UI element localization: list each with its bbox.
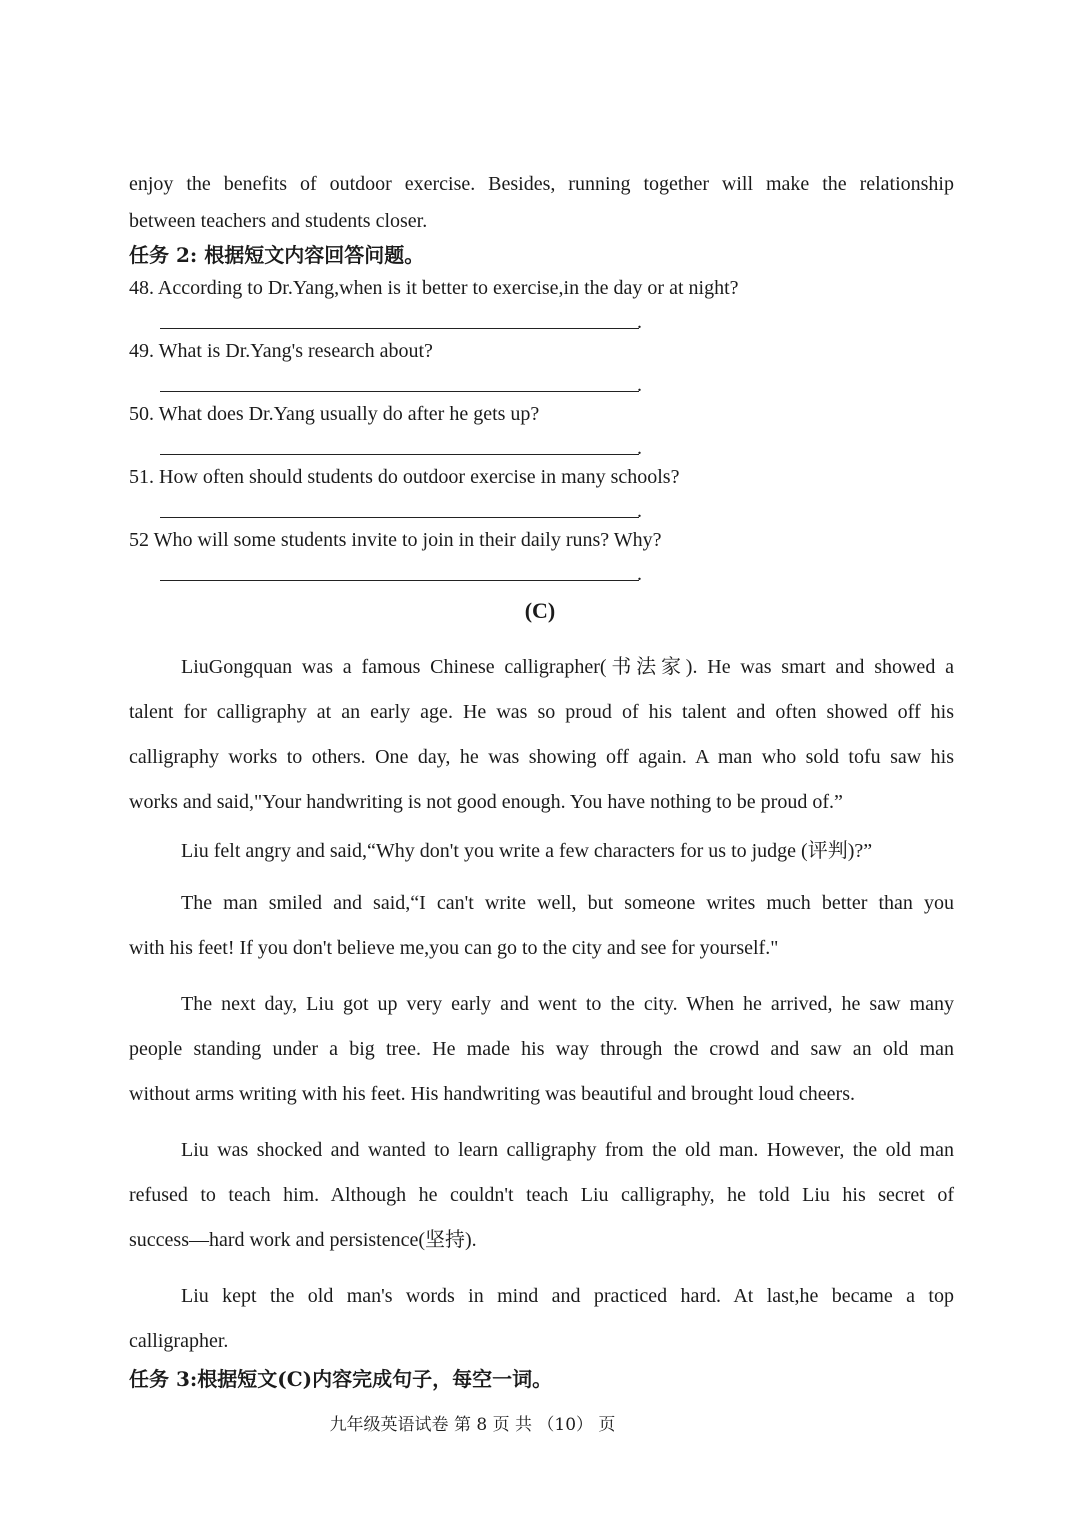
passage-c-line-13: success—hard work and persistence(坚持).	[129, 1229, 477, 1251]
passage-c-line-2: talent for calligraphy at an early age. He was so proud of his talent and often showed off his	[129, 701, 954, 723]
answer-end-52: .	[637, 563, 642, 585]
answer-end-48: .	[637, 311, 642, 333]
passage-c-line-1: LiuGongquan was a famous Chinese calligrapher(书法家). He was smart and showed a	[181, 656, 954, 678]
passage-c-line-9: people standing under a big tree. He made his way through the crowd and saw an old man	[129, 1038, 954, 1060]
passage-c-line-11: Liu was shocked and wanted to learn calligraphy from the old man. However, the old man	[181, 1139, 954, 1161]
answer-line-51[interactable]	[160, 517, 639, 518]
passage-c-line-14: Liu kept the old man's words in mind and practiced hard. At last,he became a top	[181, 1285, 954, 1307]
answer-end-51: .	[637, 500, 642, 522]
answer-line-52[interactable]	[160, 580, 639, 581]
question-49: 49. What is Dr.Yang's research about?	[129, 340, 433, 362]
question-48: 48. According to Dr.Yang,when is it better to exercise,in the day or at night?	[129, 277, 739, 299]
passage-c-line-6: The man smiled and said,“I can't write well, but someone writes much better than you	[181, 892, 954, 914]
passage-c-line-3: calligraphy works to others. One day, he was showing off again. A man who sold tofu saw his	[129, 746, 954, 768]
passage-b-line-1: enjoy the benefits of outdoor exercise. Besides, running together will make the relationship	[129, 173, 954, 195]
answer-end-50: .	[637, 437, 642, 459]
passage-c-line-8: The next day, Liu got up very early and went to the city. When he arrived, he saw many	[181, 993, 954, 1015]
answer-line-50[interactable]	[160, 454, 639, 455]
passage-c-title: (C)	[524, 598, 556, 623]
answer-line-49[interactable]	[160, 391, 639, 392]
passage-c-line-5: Liu felt angry and said,“Why don't you write a few characters for us to judge (评判)?”	[181, 840, 873, 862]
passage-c-line-15: calligrapher.	[129, 1330, 229, 1352]
question-50: 50. What does Dr.Yang usually do after he gets up?	[129, 403, 540, 425]
answer-line-48[interactable]	[160, 328, 639, 329]
task2-heading: 任务 2: 根据短文内容回答问题。	[129, 243, 425, 267]
passage-c-line-12: refused to teach him. Although he couldn't teach Liu calligraphy, he told Liu his secret of	[129, 1184, 954, 1206]
passage-c-line-4: works and said,"Your handwriting is not good enough. You have nothing to be proud of.”	[129, 791, 843, 813]
answer-end-49: .	[637, 374, 642, 396]
question-51: 51. How often should students do outdoor exercise in many schools?	[129, 466, 680, 488]
passage-b-line-2: between teachers and students closer.	[129, 210, 428, 232]
question-52: 52 Who will some students invite to join in their daily runs? Why?	[129, 529, 662, 551]
passage-c-line-10: without arms writing with his feet. His handwriting was beautiful and brought loud cheers.	[129, 1083, 855, 1105]
task3-heading: 任务 3:根据短文(C)内容完成句子，每空一词。	[129, 1367, 553, 1391]
passage-c-line-7: with his feet! If you don't believe me,you can go to the city and see for yourself."	[129, 937, 779, 959]
page-footer: 九年级英语试卷 第 8 页 共 （10） 页	[329, 1415, 616, 1435]
